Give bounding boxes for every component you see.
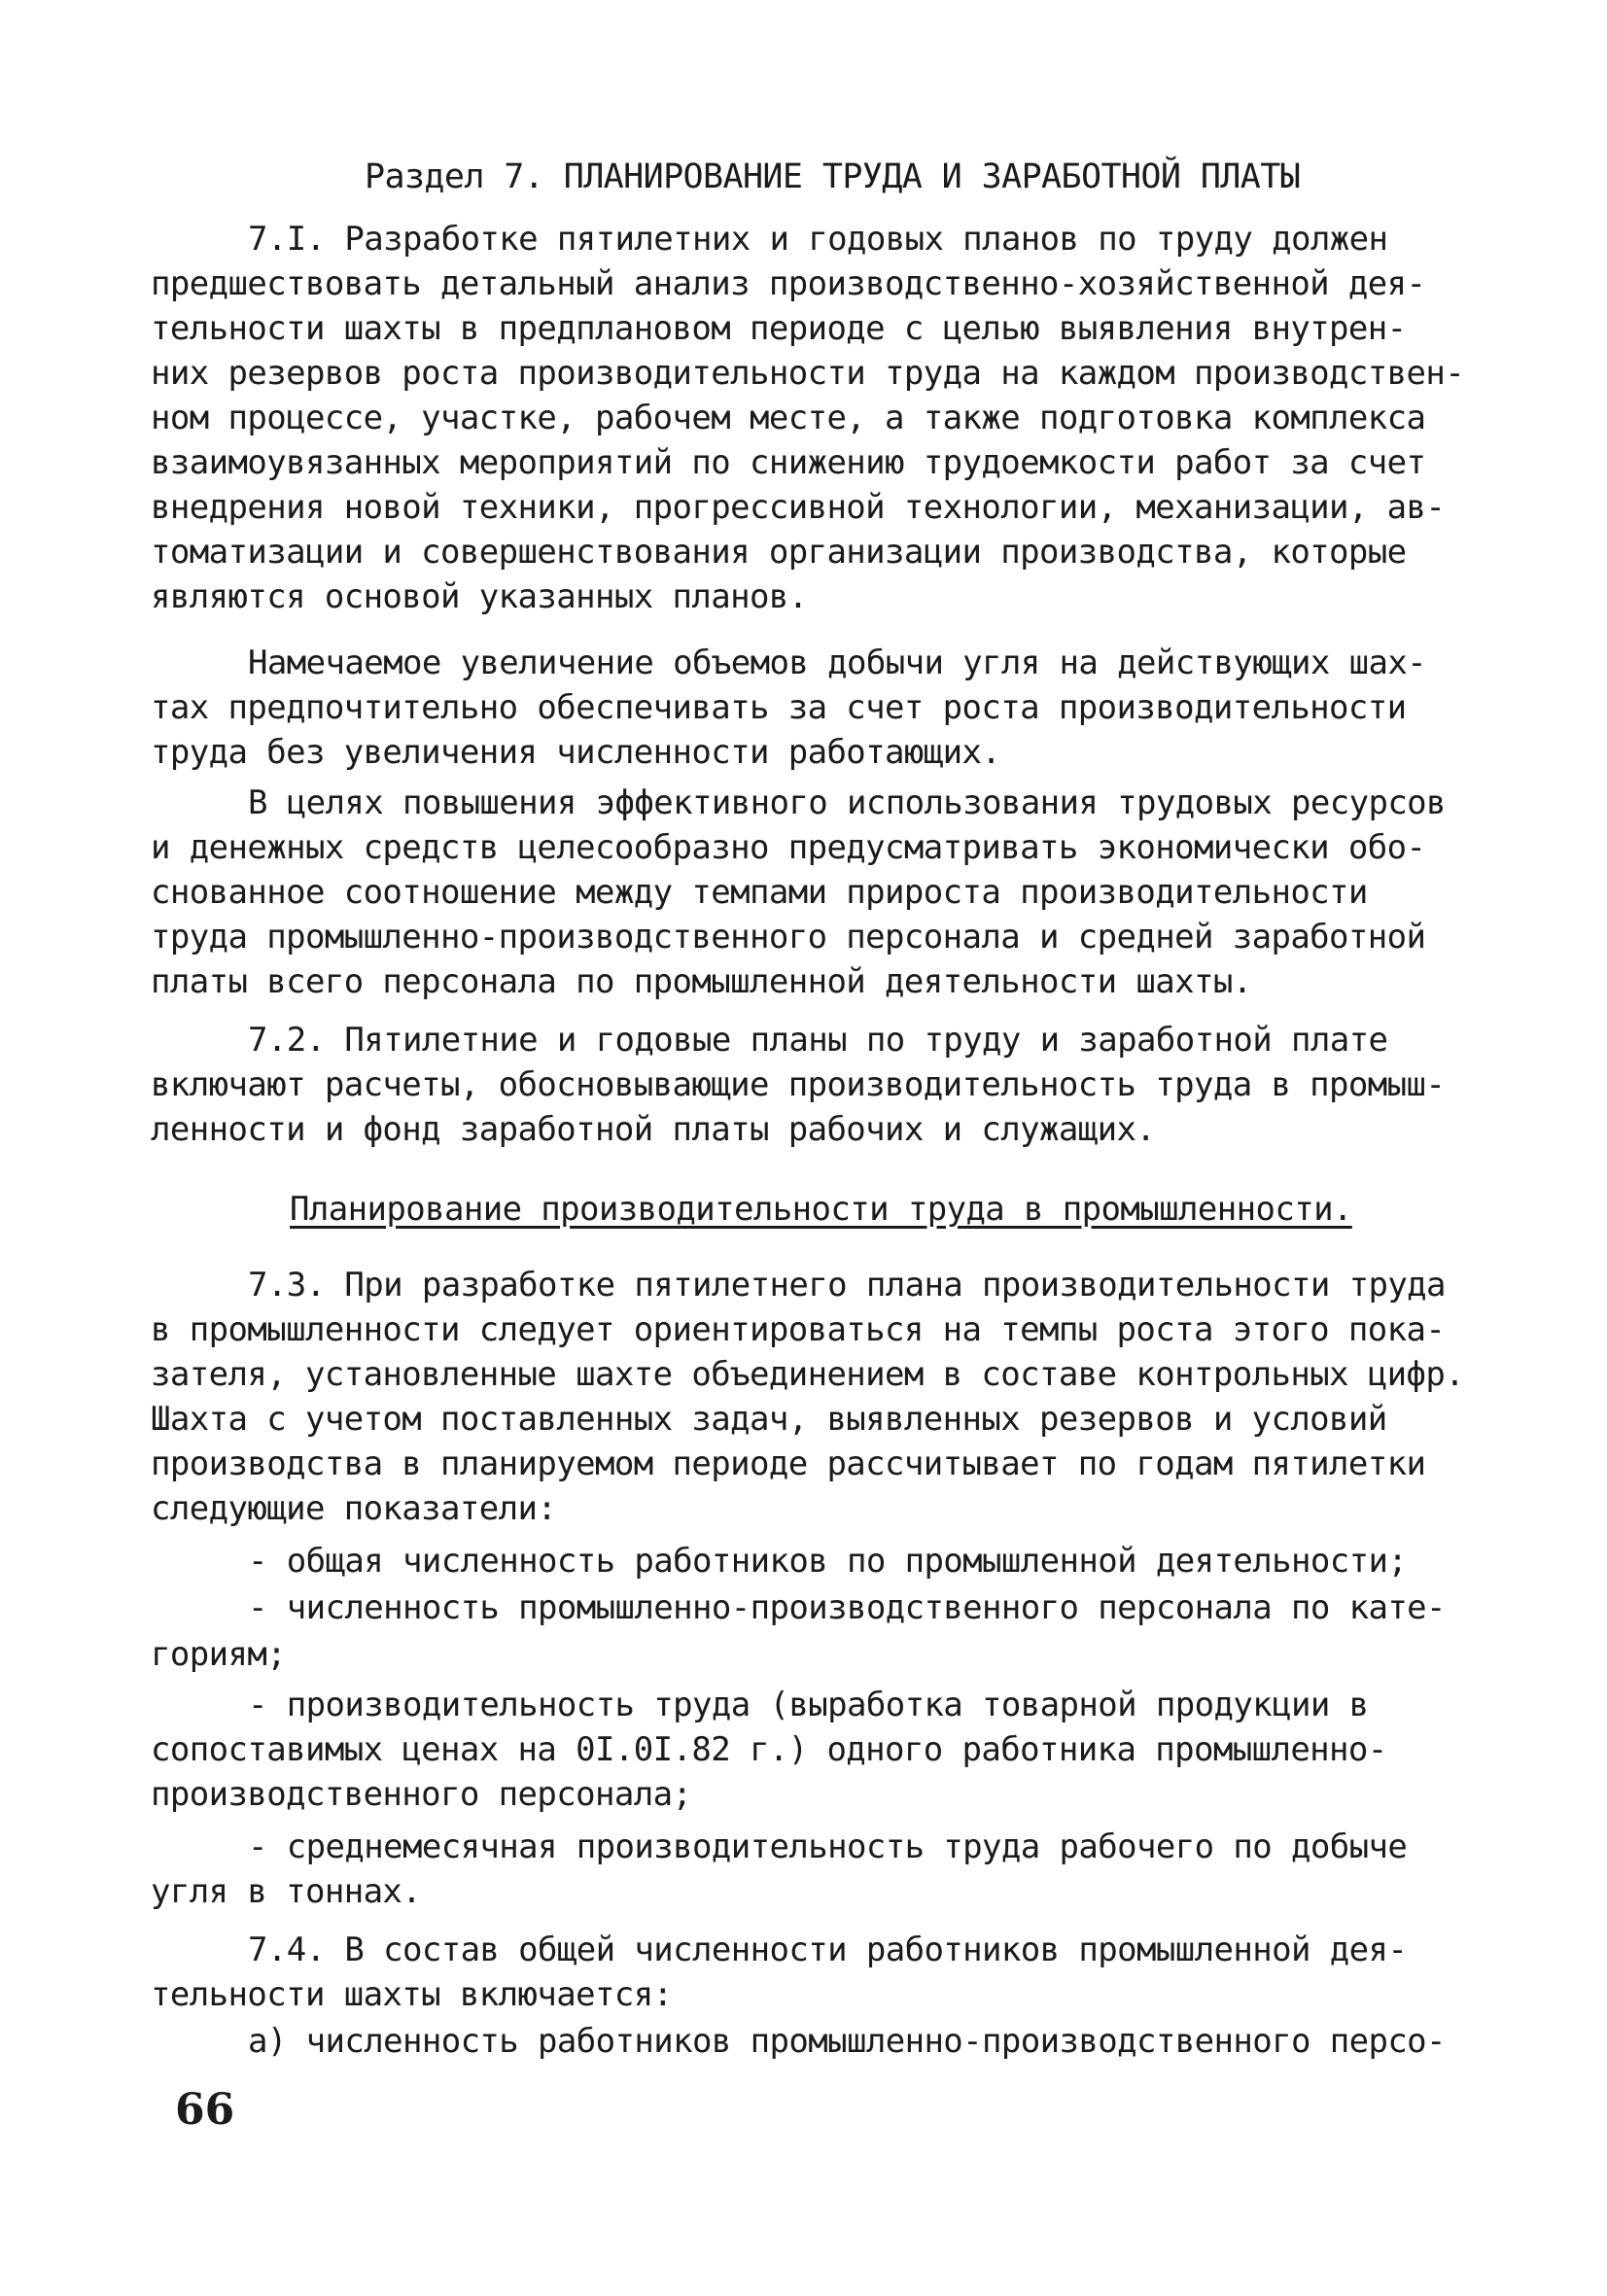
text-line: ном процессе, участке, рабочем месте, а также подготовка комплекса bbox=[151, 399, 1426, 437]
text-line: труда без увеличения численности работающих. bbox=[151, 733, 1001, 772]
text-line: Намечаемое увеличение объемов добычи угля на действующих шах- bbox=[248, 644, 1427, 682]
text-line: тах предпочтительно обеспечивать за счет роста производительности bbox=[151, 688, 1407, 727]
text-line: В целях повышения эффективного использования трудовых ресурсов bbox=[248, 783, 1446, 822]
text-line: зателя, установленные шахте объединением в составе контрольных цифр. bbox=[151, 1355, 1465, 1394]
text-line: взаимоувязанных мероприятий по снижению трудоемкости работ за счет bbox=[151, 443, 1426, 482]
text-line: 7.4. В состав общей численности работников промышленной дея- bbox=[248, 1931, 1408, 1969]
list-item: - общая численность работников по промышленной деятельности; bbox=[248, 1542, 1408, 1581]
text-line: 7.I. Разработке пятилетних и годовых планов по труду должен bbox=[248, 220, 1388, 259]
text-line: ленности и фонд заработной платы рабочих и служащих. bbox=[151, 1110, 1156, 1149]
text-line: включают расчеты, обосновывающие производительность труда в промыш- bbox=[151, 1065, 1446, 1104]
subsection-title: Планирование производительности труда в промышленности. bbox=[290, 1190, 1352, 1229]
text-line: труда промышленно-производственного персонала и средней заработной bbox=[151, 918, 1426, 957]
text-line: и денежных средств целесообразно предусматривать экономически обо- bbox=[151, 828, 1426, 867]
text-line: тельности шахты включается: bbox=[151, 1975, 673, 2014]
text-line: томатизации и совершенствования организации производства, которые bbox=[151, 533, 1407, 572]
text-line: угля в тоннах. bbox=[151, 1872, 422, 1911]
text-line: тельности шахты в предплановом периоде с целью выявления внутрен- bbox=[151, 309, 1407, 348]
text-line: 7.3. При разработке пятилетнего плана производительности труда bbox=[248, 1266, 1446, 1305]
text-line: них резервов роста производительности труда на каждом производствен- bbox=[151, 354, 1465, 393]
text-line: Шахта с учетом поставленных задач, выявленных резервов и условий bbox=[151, 1400, 1387, 1439]
list-item: - производительность труда (выработка товарной продукции в bbox=[248, 1686, 1369, 1724]
text-line: следующие показатели: bbox=[151, 1489, 557, 1528]
text-line: гориям; bbox=[151, 1635, 287, 1674]
text-line: производственного персонала; bbox=[151, 1775, 692, 1814]
text-line: в промышленности следует ориентироваться на темпы роста этого пока- bbox=[151, 1310, 1446, 1349]
list-item: - численность промышленно-производственного персонала по кате- bbox=[248, 1588, 1446, 1627]
text-line: производства в планируемом периоде рассчитывает по годам пятилетки bbox=[151, 1444, 1426, 1483]
text-line: платы всего персонала по промышленной деятельности шахты. bbox=[151, 962, 1252, 1001]
text-line: а) численность работников промышленно-производственного персо- bbox=[248, 2022, 1446, 2061]
page-number: 66 bbox=[175, 2085, 235, 2135]
text-line: снованное соотношение между темпами прироста производительности bbox=[151, 873, 1368, 912]
text-line: являются основой указанных планов. bbox=[151, 577, 808, 616]
section-title: Раздел 7. ПЛАНИРОВАНИЕ ТРУДА И ЗАРАБОТНОЙ ПЛАТЫ bbox=[365, 157, 1301, 196]
text-line: 7.2. Пятилетние и годовые планы по труду и заработной плате bbox=[248, 1021, 1388, 1060]
text-line: предшествовать детальный анализ производственно-хозяйственной дея- bbox=[151, 264, 1426, 303]
text-line: внедрения новой техники, прогрессивной технологии, механизации, ав- bbox=[151, 488, 1446, 527]
text-line: сопоставимых ценах на 0I.0I.82 г.) одного работника промышленно- bbox=[151, 1730, 1387, 1769]
list-item: - среднемесячная производительность труда рабочего по добыче bbox=[248, 1827, 1408, 1866]
